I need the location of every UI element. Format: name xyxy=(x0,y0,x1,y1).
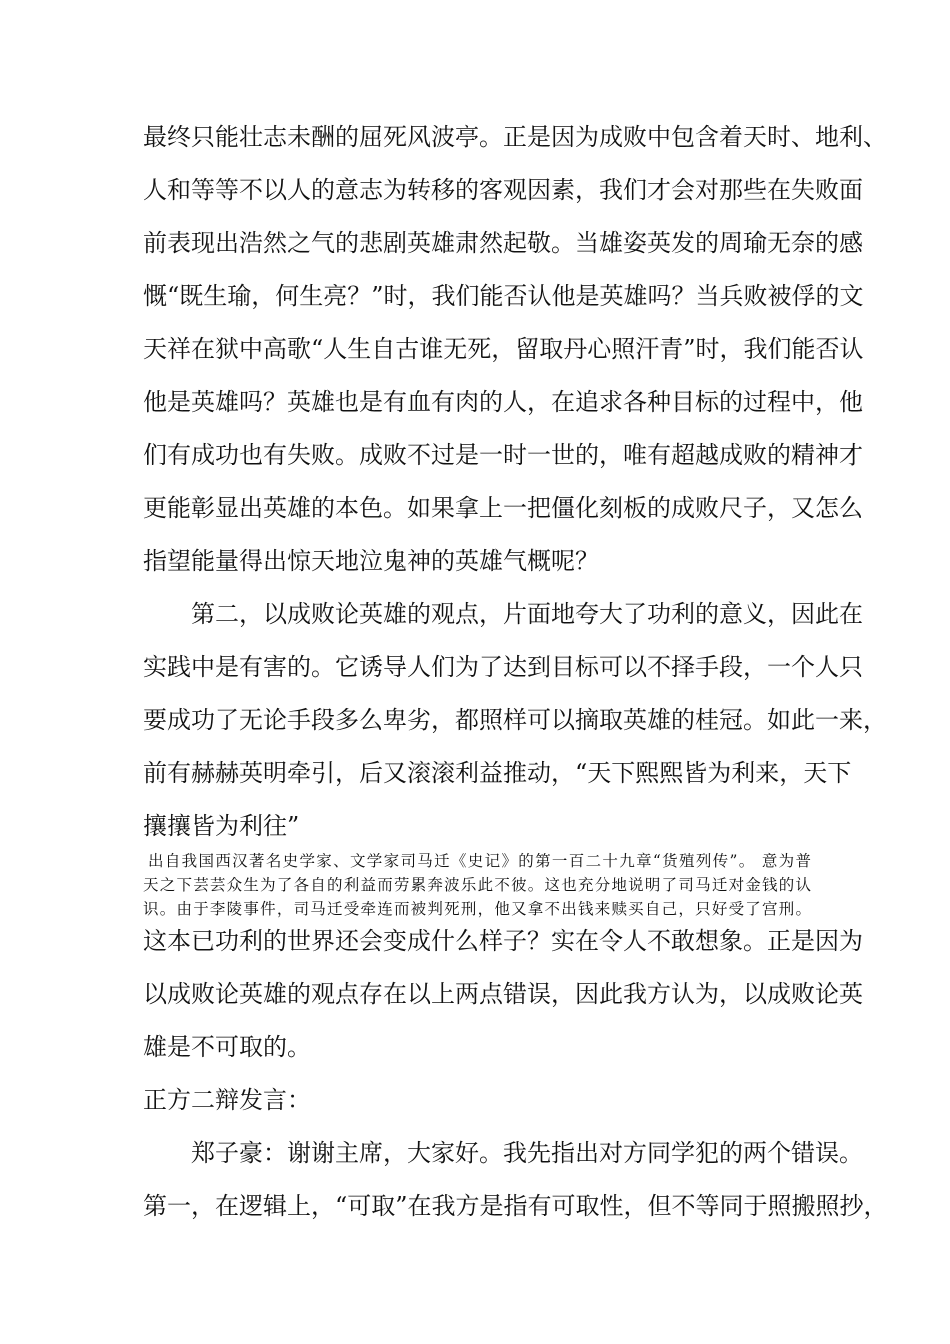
text-line: 指望能量得出惊天地泣鬼神的英雄气概呢？ xyxy=(143,547,599,575)
text-line: 以成败论英雄的观点存在以上两点错误，因此我方认为，以成败论英 xyxy=(143,980,863,1008)
footnote-line: 天之下芸芸众生为了各自的利益而劳累奔波乐此不彼。这也充分地说明了司马迁对金钱的认 xyxy=(143,876,811,894)
text-line: 第二，以成败论英雄的观点，片面地夸大了功利的意义，因此在 xyxy=(191,600,863,628)
text-line: 慨“既生瑜，何生亮？”时，我们能否认他是英雄吗？当兵败被俘的文 xyxy=(143,282,864,310)
text-line: 前表现出浩然之气的悲剧英雄肃然起敬。当雄姿英发的周瑜无奈的感 xyxy=(143,229,863,257)
text-line: 郑子豪：谢谢主席，大家好。我先指出对方同学犯的两个错误。 xyxy=(191,1139,863,1167)
text-line: 雄是不可取的。 xyxy=(143,1033,311,1061)
text-line: 第一，在逻辑上，“可取”在我方是指有可取性，但不等同于照搬照抄， xyxy=(143,1192,888,1220)
text-line: 天祥在狱中高歌“人生自古谁无死，留取丹心照汗青”时，我们能否认 xyxy=(143,335,864,363)
text-line: 实践中是有害的。它诱导人们为了达到目标可以不择手段，一个人只 xyxy=(143,653,863,681)
text-line: 要成功了无论手段多么卑劣，都照样可以摘取英雄的桂冠。如此一来， xyxy=(143,706,887,734)
text-line: 们有成功也有失败。成败不过是一时一世的，唯有超越成败的精神才 xyxy=(143,441,863,469)
text-line: 前有赫赫英明牵引，后又滚滚利益推动，“天下熙熙皆为利来，天下 xyxy=(143,759,852,787)
text-line: 最终只能壮志未酬的屈死风波亭。正是因为成败中包含着天时、地利、 xyxy=(143,123,887,151)
text-line: 更能彰显出英雄的本色。如果拿上一把僵化刻板的成败尺子，又怎么 xyxy=(143,494,863,522)
footnote-line: 识。由于李陵事件，司马迁受牵连而被判死刑，他又拿不出钱来赎买自己，只好受了宫刑。 xyxy=(143,900,811,918)
footnote-line: 出自我国西汉著名史学家、文学家司马迁《史记》的第一百二十九章“货殖列传”。 意为普 xyxy=(148,852,811,870)
text-line: 人和等等不以人的意志为转移的客观因素，我们才会对那些在失败面 xyxy=(143,176,863,204)
text-line: 攘攘皆为利往” xyxy=(143,812,300,840)
text-line: 这本已功利的世界还会变成什么样子？实在令人不敢想象。正是因为 xyxy=(143,927,863,955)
text-line: 他是英雄吗？英雄也是有血有肉的人，在追求各种目标的过程中，他 xyxy=(143,388,863,416)
section-heading: 正方二辩发言： xyxy=(143,1086,311,1114)
